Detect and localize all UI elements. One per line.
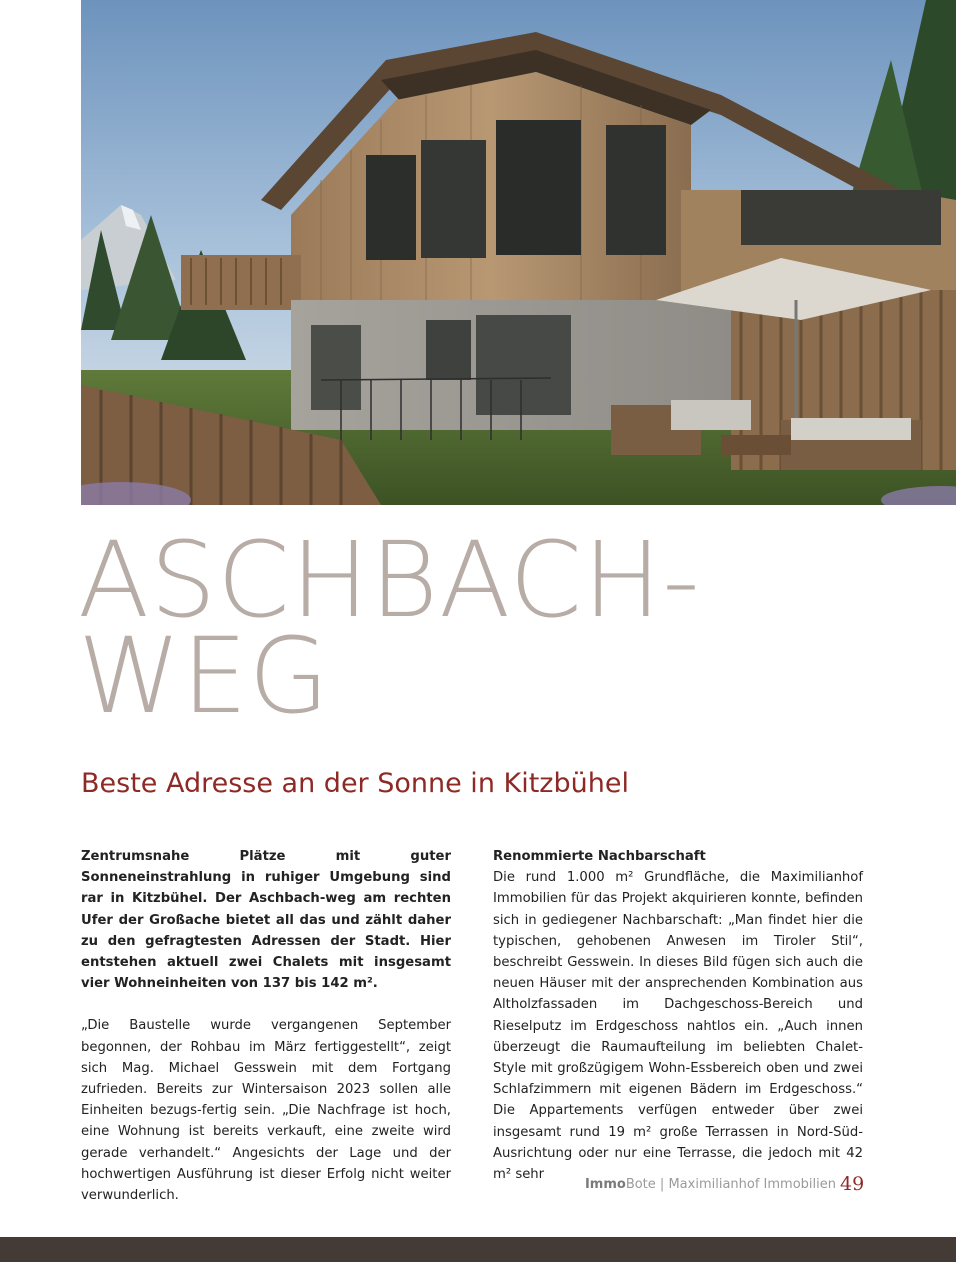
footer-brand-bold: Immo [584,1177,626,1192]
hero-image [81,0,956,505]
bottom-bar [0,1237,956,1262]
title-line-2: WEG [78,615,331,737]
right-column [493,846,863,1185]
page-number: 49 [840,1173,865,1195]
article-title [78,519,701,737]
lead-paragraph: Zentrumsnahe Plätze mit guter Sonneneinstrahlung in ruhiger Umgebung sind rar in Kitzbühel. Der Aschbach-weg am rechten Ufer der Großache bietet all das und zählt daher zu den gefragtesten Adressen der Stadt. Hier entstehen aktuell zwei Chalets mit insgesamt vier Wohneinheiten von 137 bis 142 m². [81,849,451,992]
footer-company: Maximilianhof Immobilien [668,1177,836,1192]
page-footer [585,1177,836,1192]
title-line-1: ASCHBACH- [78,519,701,641]
footer-brand-rest: Bote [625,1177,656,1192]
article-subtitle: Beste Adresse an der Sonne in Kitzbühel [81,768,629,799]
left-column [81,846,451,1206]
body-paragraph-2: Die rund 1.000 m² Grundfläche, die Maximilianhof Immobilien für das Projekt akquirieren konnte, befinden sich in gediegener Nachbarschaft: „Man findet hier die typischen, gehobenen Anwesen im Tiroler Stil“, beschreibt Gesswein. In dieses Bild fügen sich auch die neuen Häuser mit der ansprechenden Kombination aus Altholzfassaden im Dachgeschoss-Bereich und Rieselputz im Erdgeschoss nahtlos ein. „Auch innen überzeugt die Raumaufteilung im beliebten Chalet-Style mit großzügigem Wohn-Essbereich oben und zwei Schlafzimmern mit eigenen Bädern im Erdgeschoss.“ Die Appartements verfügen entweder über zwei insgesamt rund 19 m² große Terrassen in Nord-Süd-Ausrichtung oder nur eine Terrasse, die jedoch mit 42 m² sehr [493,870,863,1183]
footer-separator: | [659,1177,665,1192]
section-heading: Renommierte Nachbarschaft [493,849,706,864]
body-paragraph-1: „Die Baustelle wurde vergangenen September begonnen, der Rohbau im März fertiggestellt“, zeigt sich Mag. Michael Gesswein mit dem Fortgang zufrieden. Bereits zur Wintersaison 2023 sollen alle Einheiten bezugs-fertig sein. „Die Nachfrage ist hoch, eine Wohnung ist bereits verkauft, eine zweite wird gerade verhandelt.“ Angesichts der Lage und der hochwertigen Ausführung ist dieser Erfolg nicht weiter verwunderlich. [81,1018,451,1204]
